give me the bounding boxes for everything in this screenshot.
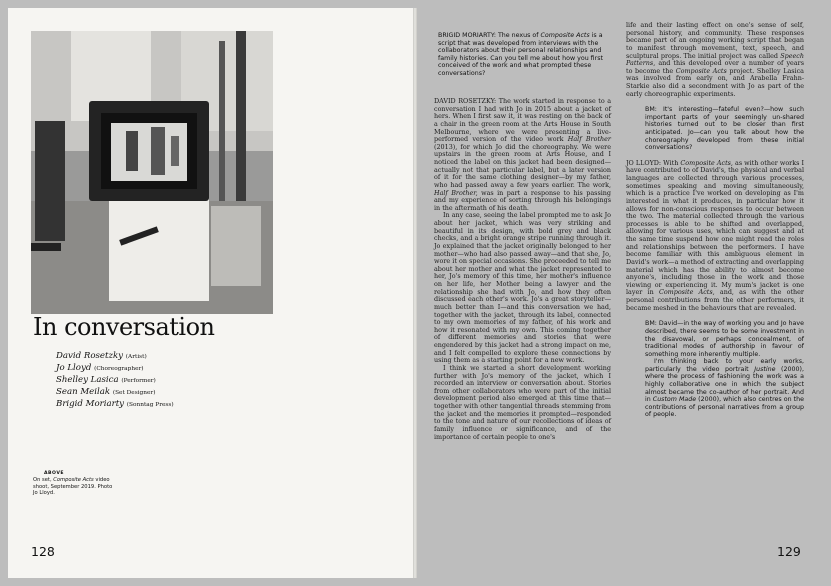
answer-column-left bbox=[434, 98, 611, 441]
question-2: BM: It's interesting—fateful even?—how such important parts of your seemingly un-shared histories turned out to be closer than first anticipated. Jo—can you talk about how the choreography developed from these initial conversations? bbox=[645, 106, 804, 152]
answer-paragraph: life and their lasting effect on one's sense of self, personal history, and community. These responses became part of an ongoing working script that began to manifest through movement, text, speech, and sculptural props. The initial project was called Speech Patterns, and this developed over a number of years to become the Composite Acts project. Shelley Lasica was involved from early on, and Arabella Frahn-Starkie also did a secondment with Jo as part of the early choreographic experiments. bbox=[626, 21, 804, 98]
answer-paragraph: JO LLOYD: With Composite Acts, as with other works I have contributed to of David's, the physical and verbal languages are collected through various processes, sometimes speaking and moving simultaneously, which is a practice I've worked on developing as I'm interested in what it produces, in particular how it allows for non-conscious responses to occur between the two. The material collected through the various processes is able to be shifted and overlapped, allowing for various uses, which can suggest and at the same time suspend how one might read the roles and relationships between the performers. I have become familiar with this ambiguous element in David's work—a method of extracting and overlapping material which has the ability to almost become anyone's, including those in the work and those viewing or experiencing it. My mum's jacket is one layer in Composite Acts, and, as with the other personal contributions from the other performers, it became meshed in the behaviours that are revealed. bbox=[626, 158, 804, 312]
question-paragraph: I'm thinking back to your early works, particularly the video portrait Justine (2000), where the process of fashioning the work was a highly collaborative one in which the subject almost became the co-author of her portrait. And in Custom Made (2000), which also centres on the contributions of personal narratives from a group of people. bbox=[645, 358, 804, 419]
page-title: In conversation bbox=[33, 313, 215, 341]
question-paragraph: BM: David—in the way of working you and Jo have described, there seems to be some investment in the disavowal, or perhaps concealment, of traditional modes of authorship in favour of something more inherently multiple. bbox=[645, 320, 804, 358]
answer-paragraph: I think we started a short development working further with Jo's memory of the jacket, which I recorded an interview or conversation about. Stories from other collaborators who were part of the initial development period also emerged at this time that—together with other tangential threads stemming from the jacket and the memories it prompted—responded to the tone and nature of our recollections of ideas of family influence or significance, and of the importance of certain people to one's bbox=[434, 363, 611, 441]
question-3 bbox=[645, 320, 804, 419]
answer-column-right bbox=[626, 22, 804, 419]
participant-role: (Sonntag Press) bbox=[126, 402, 174, 409]
page-number: 129 bbox=[777, 544, 801, 559]
participant-role: (Choreographer) bbox=[94, 366, 144, 373]
participant-name: Shelley Lasica bbox=[56, 375, 119, 386]
caption-label: ABOVE bbox=[44, 471, 65, 476]
answer-paragraph: In any case, seeing the label prompted me to ask Jo about her jacket, which was very striking and beautiful in its design, with bold grey and black checks, and a bright orange stripe running through it. Jo explained that the jacket originally belonged to her mother—who had also passed away—and that she, Jo, wore it on special occasions. She proceeded to tell me about her mother and what the jacket represented to her, Jo's memory of this time, her mother's influence on her life, her Mother being a lawyer and the relationship she had with Jo, and how they often discussed each other's work. Jo's a great storyteller—much better than I—and this conversation we had, together with the jacket, through its label, connected to my own memories of my father, of his work and how it resonated with my own. This coming together of different memories and stories that were engendered by this jacket had a strong impact on me, and I felt compelled to explore these connections by using them as a starting point for a new work. bbox=[434, 211, 611, 365]
page-number: 128 bbox=[31, 544, 55, 559]
participant-name: Jo Lloyd bbox=[56, 363, 92, 374]
caption-text: On set, Composite Acts video shoot, September 2019. Photo Jo Lloyd. bbox=[33, 477, 113, 497]
participant-name: Brigid Moriarty bbox=[56, 399, 125, 410]
participant-role: (Set Designer) bbox=[112, 390, 156, 397]
question-1: BRIGID MORIARTY: The nexus of Composite Acts is a script that was developed from interviews with the collaborators about their personal relationships and family histories. Can you tell me about how you first conceived of the work and what prompted these conversations? bbox=[438, 32, 603, 77]
answer-paragraph: DAVID ROSETZKY: The work started in response to a conversation I had with Jo in 2015 about a jacket of hers. When I first saw it, it was resting on the back of a chair in the green room at the Arts House in South Melbourne, where we were presenting a live-performed version of the video work Half Brother (2013), for which Jo did the choreography. We were upstairs in the green room at Arts House, and I noticed the label on this jacket had been designed—actually not that particular label, but a later version of it for the same clothing designer—by my father, who had passed away a few years earlier. The work, Half Brother, was in part a response to his passing and my experience of sorting through his belongings in the aftermath of his death. bbox=[434, 97, 611, 212]
participant-name: David Rosetzky bbox=[56, 351, 124, 361]
participant-name: Sean Meilak bbox=[56, 387, 111, 398]
participant-role: (Artist) bbox=[125, 354, 147, 360]
participant-role: (Performer) bbox=[121, 378, 156, 385]
